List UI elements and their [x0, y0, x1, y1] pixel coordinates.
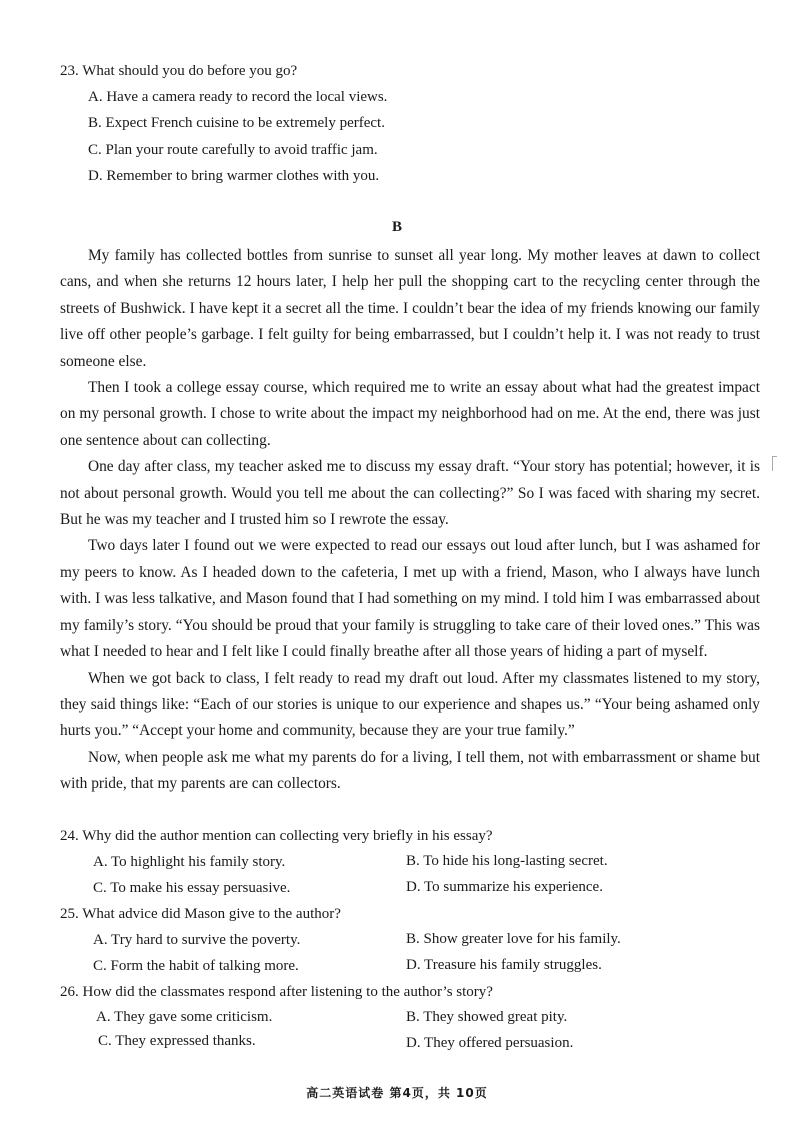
question-25-stem: 25. What advice did Mason give to the author? [60, 906, 341, 922]
question-23-option-a: A. Have a camera ready to record the local views. [88, 89, 388, 105]
reading-passage [60, 243, 760, 798]
question-23-stem: 23. What should you do before you go? [60, 63, 298, 79]
question-25-option-d: D. Treasure his family struggles. [406, 957, 602, 973]
question-24-option-c: C. To make his essay persuasive. [93, 880, 291, 896]
passage-paragraph: One day after class, my teacher asked me to discuss my essay draft. “Your story has potential; however, it is not about personal growth. Would you tell me about the can collecting?” So I was faced with sharing my secret. But he was my teacher and I trusted him so I rewrote the essay. [60, 458, 760, 529]
passage-paragraph: When we got back to class, I felt ready to read my draft out loud. After my classmates listened to my story, they said things like: “Each of our stories is unique to our experience and shapes us.” “Your being ashamed only hurts you.” “Accept your home and community, because they are your true family.” [60, 669, 760, 740]
question-26-stem: 26. How did the classmates respond after listening to the author’s story? [60, 984, 493, 1000]
question-24-option-b: B. To hide his long-lasting secret. [406, 853, 608, 869]
passage-paragraph: Then I took a college essay course, which required me to write an essay about what had the greatest impact on my personal growth. I chose to write about the impact my neighborhood had on me. At the end, there was just one sentence about can collecting. [60, 379, 760, 449]
question-24-stem: 24. Why did the author mention can collecting very briefly in his essay? [60, 828, 493, 844]
question-26-option-a: A. They gave some criticism. [96, 1009, 273, 1025]
page-footer: 高二英语试卷 第4页，共 10页 [306, 1086, 488, 1100]
question-25-option-c: C. Form the habit of talking more. [93, 958, 299, 974]
scan-mark [772, 456, 777, 471]
passage-paragraph: Two days later I found out we were expected to read our essays out loud after lunch, but I was ashamed for my peers to know. As I headed down to the cafeteria, I met up with a friend, Mason, who I always have lunch with. I was less talkative, and Mason found that I had something on my mind. I told him I was embarrassed about my family’s story. “You should be proud that your family is struggling to take care of their loved ones.” This was what I needed to hear and I felt like I could finally breathe after all those years of hiding a part of myself. [60, 537, 760, 661]
question-24-option-d: D. To summarize his experience. [406, 879, 603, 895]
question-25-option-b: B. Show greater love for his family. [406, 931, 621, 947]
passage-paragraph: My family has collected bottles from sunrise to sunset all year long. My mother leaves at dawn to collect cans, and when she returns 12 hours later, I help her pull the shopping cart to the recycling center through the streets of Bushwick. I have kept it a secret all the time. I couldn’t bear the idea of my friends knowing our family live off other people’s garbage. I felt guilty for being embarrassed, but I couldn’t help it. I was not ready to trust someone else. [60, 247, 760, 370]
question-26-option-c: C. They expressed thanks. [98, 1033, 256, 1049]
question-23-option-d: D. Remember to bring warmer clothes with you. [88, 168, 380, 184]
question-26-option-b: B. They showed great pity. [406, 1009, 568, 1025]
passage-paragraph: Now, when people ask me what my parents do for a living, I tell them, not with embarrassment or shame but with pride, that my parents are can collectors. [60, 748, 760, 793]
question-25-option-a: A. Try hard to survive the poverty. [93, 932, 301, 948]
section-title: B [391, 219, 402, 235]
question-23-option-b: B. Expect French cuisine to be extremely perfect. [88, 115, 385, 131]
question-24-option-a: A. To highlight his family story. [93, 854, 286, 870]
question-26-option-d: D. They offered persuasion. [406, 1035, 574, 1051]
question-23-option-c: C. Plan your route carefully to avoid traffic jam. [88, 142, 378, 158]
